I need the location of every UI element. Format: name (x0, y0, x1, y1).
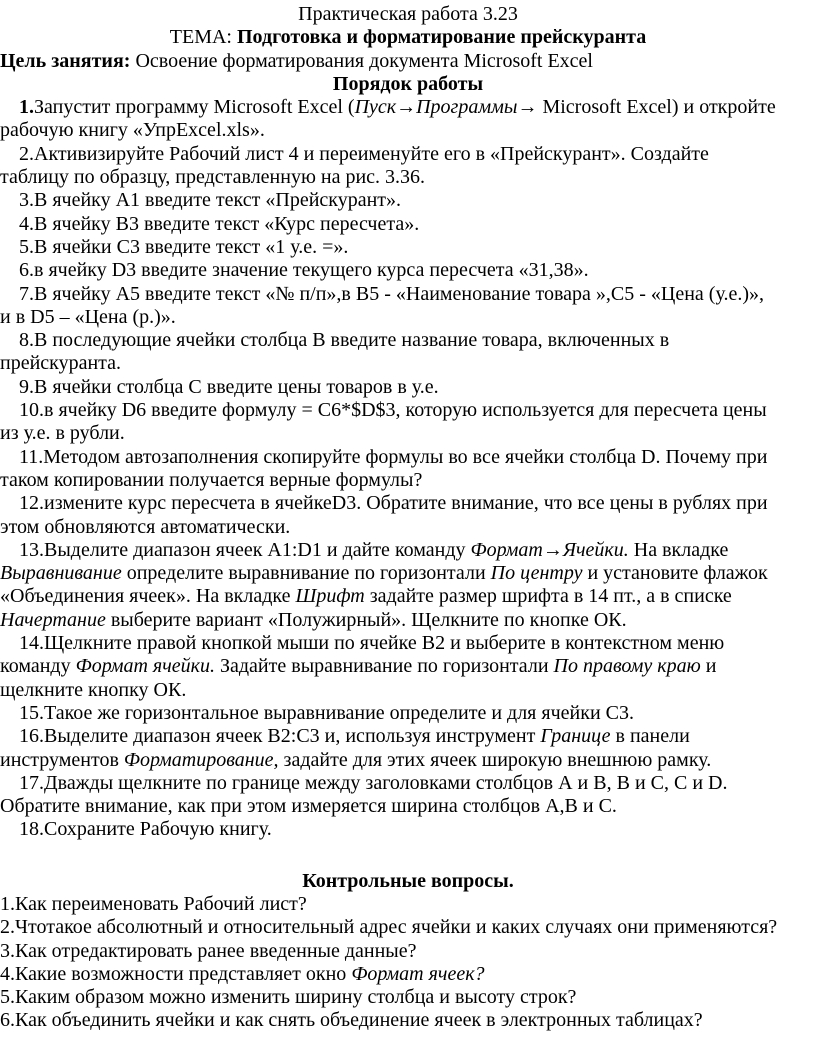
step-14-command: Формат ячейки. (75, 655, 215, 678)
step-13-text: 13.Выделите диапазон ячеек А1:D1 и дайте команду (19, 538, 471, 561)
step-16-text: 16.Выделите диапазон ячеек В2:С3 и, используя инструмент (19, 725, 541, 748)
step-14-text-3: и (700, 655, 717, 678)
goal-text: Освоение форматирования документа Microsoft Excel (135, 49, 593, 72)
questions-heading: Контрольные вопросы. (302, 869, 514, 892)
step-13 (0, 539, 816, 562)
goal-label: Цель занятия: (0, 49, 131, 72)
step-13-line-3 (0, 585, 816, 608)
step-8: 8.В последующие ячейки столбца В введите название товара, включенных в (19, 329, 670, 352)
step-14-text: команду (0, 655, 76, 678)
step-13-line-4 (0, 609, 816, 632)
step-14: 14.Щелкните правой кнопкой мыши по ячейке В2 и выберите в контекстном меню (19, 632, 725, 655)
step-13-menu-path: Формат→Ячейки. (470, 538, 629, 561)
step-16-toolbar: Форматирование, (123, 748, 279, 771)
step-7: 7.В ячейку А5 введите текст «№ п/п»,в В5 - «Наименование товара »,С5 - «Цена (у.е.)», (19, 282, 764, 305)
question-4-text: 4.Какие возможности представляет окно (0, 962, 352, 985)
step-10: 10.в ячейку D6 введите формулу = C6*$D$3, которую используется для пересчета цены (19, 399, 767, 422)
question-2: 2.Чтотакое абсолютный и относительный адрес ячейки и каких случаях они применяются? (0, 916, 778, 939)
question-1: 1.Как переименовать Рабочий лист? (0, 892, 307, 915)
step-13-line-2 (0, 562, 816, 585)
step-14-line-3: щелкните кнопку ОК. (0, 678, 187, 701)
question-5: 5.Каким образом можно изменить ширину столбца и высоту строк? (0, 986, 577, 1009)
step-1-text: Запустит программу Microsoft Excel ( (34, 96, 355, 119)
step-1-line-2: рабочую книгу «УпрExcel.xls». (0, 119, 265, 142)
procedure-heading: Порядок работы (332, 72, 484, 95)
step-13-text-cont: На вкладке (628, 538, 729, 561)
step-14-text-2: Задайте выравнивание по горизонтали (214, 655, 554, 678)
step-17: 17.Дважды щелкните по границе между заголовками столбцов А и В, В и С, С и D. (19, 771, 728, 794)
step-13-text-6: выберите вариант «Полужирный». Щелкните по кнопке ОК. (105, 608, 627, 631)
question-4 (0, 963, 816, 986)
step-13-text-2: определите выравнивание по горизонтали (121, 562, 491, 585)
step-8-line-2: прейскуранта. (0, 352, 122, 375)
step-14-line-2 (0, 655, 816, 678)
step-15: 15.Такое же горизонтальное выравнивание определите и для ячейки С3. (19, 701, 634, 724)
step-6: 6.в ячейку D3 введите значение текущего курса пересчета «31,38». (19, 259, 589, 282)
step-2-line-2: таблицу по образцу, представленную на рис. 3.36. (0, 166, 426, 189)
step-10-line-2: из у.е. в рубли. (0, 422, 125, 445)
document-page (0, 3, 816, 1033)
step-4: 4.В ячейку В3 введите текст «Курс пересчета». (19, 212, 420, 235)
step-13-text-3: и установите флажок (582, 562, 768, 585)
step-7-line-2: и в D5 – «Цена (р.)». (0, 305, 176, 328)
step-12: 12.измените курс пересчета в ячейкеD3. Обратите внимание, что все цены в рублях при (19, 492, 768, 515)
topic-line (0, 26, 816, 49)
goal-line (0, 50, 816, 73)
question-4-window-name: Формат ячеек? (351, 962, 485, 985)
step-13-tab-font: Шрифт (295, 585, 365, 608)
step-2: 2.Активизируйте Рабочий лист 4 и переименуйте его в «Прейскурант». Создайте (19, 142, 709, 165)
step-13-tab-alignment: Выравнивание (0, 562, 122, 585)
step-11: 11.Методом автозаполнения скопируйте формулы во все ячейки столбца D. Почему при (19, 445, 768, 468)
step-13-text-4: «Объединения ячеек». На вкладке (0, 585, 296, 608)
spacer (0, 842, 816, 870)
step-1 (0, 96, 816, 119)
step-14-option-right: По правому краю (553, 655, 701, 678)
step-1-text-cont: → Microsoft Excel) и откройте (517, 96, 776, 119)
step-17-line-2: Обратите внимание, как при этом измеряется ширина столбцов А,В и С. (0, 795, 617, 818)
step-13-option-center: По центру (490, 562, 583, 585)
document-title: Практическая работа 3.23 (298, 3, 518, 25)
step-16-line-2 (0, 749, 816, 772)
step-16-tool: Границе (540, 725, 611, 748)
step-1-menu-path: Пуск→Программы (354, 96, 518, 119)
step-16 (0, 725, 816, 748)
step-16-text-4: задайте для этих ячеек широкую внешнюю рамку. (278, 748, 712, 771)
step-9: 9.В ячейки столбца С введите цены товаров в у.е. (19, 375, 439, 398)
step-13-text-5: задайте размер шрифта в 14 пт., а в списке (364, 585, 732, 608)
question-6: 6.Как объединить ячейки и как снять объединение ячеек в электронных таблицах? (0, 1009, 703, 1032)
question-3: 3.Как отредактировать ранее введенные данные? (0, 939, 417, 962)
step-3: 3.В ячейку А1 введите текст «Прейскурант». (19, 189, 402, 212)
step-18: 18.Сохраните Рабочую книгу. (19, 818, 272, 841)
topic-label: ТЕМА: (169, 26, 232, 49)
step-11-line-2: таком копировании получается верные формулы? (0, 468, 423, 491)
step-13-list-style: Начертание (0, 608, 106, 631)
step-16-text-2: в панели (610, 725, 690, 748)
topic-text: Подготовка и форматирование прейскуранта (236, 26, 647, 49)
step-16-text-3: инструментов (0, 748, 124, 771)
step-5: 5.В ячейки С3 введите текст «1 у.е. =». (19, 235, 349, 258)
step-1-number: 1. (19, 96, 34, 119)
step-12-line-2: этом обновляются автоматически. (0, 515, 291, 538)
